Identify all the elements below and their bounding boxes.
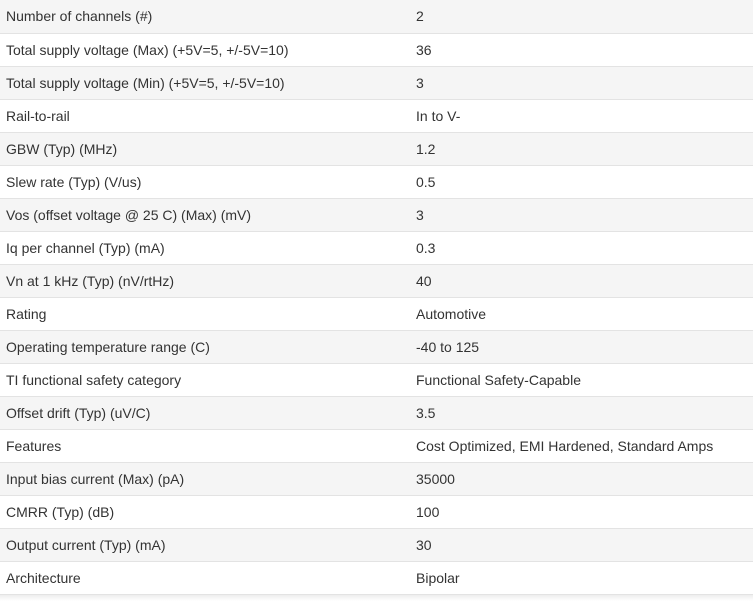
table-row [0, 33, 753, 66]
table-row [0, 0, 753, 33]
table-row [0, 462, 753, 495]
spec-label: Input bias current (Max) (pA) [6, 470, 185, 487]
table-row [0, 99, 753, 132]
spec-value: 100 [416, 503, 440, 520]
spec-value: 1.2 [416, 140, 436, 157]
spec-label: Total supply voltage (Max) (+5V=5, +/-5V=10) [6, 41, 289, 58]
spec-label: Rail-to-rail [6, 107, 70, 124]
spec-label: Vos (offset voltage @ 25 C) (Max) (mV) [6, 206, 252, 223]
spec-label: Features [6, 437, 62, 454]
table-bottom-shadow [0, 595, 753, 601]
spec-value: Automotive [416, 305, 487, 322]
spec-label: GBW (Typ) (MHz) [6, 140, 118, 157]
spec-label: Vn at 1 kHz (Typ) (nV/rtHz) [6, 272, 175, 289]
spec-value: 0.5 [416, 173, 436, 190]
spec-label: Slew rate (Typ) (V/us) [6, 173, 142, 190]
spec-label: Total supply voltage (Min) (+5V=5, +/-5V=10) [6, 74, 285, 91]
spec-label: Architecture [6, 569, 81, 586]
table-row [0, 165, 753, 198]
spec-value: 36 [416, 41, 432, 58]
table-row [0, 198, 753, 231]
spec-value: Functional Safety-Capable [416, 371, 581, 388]
spec-label: CMRR (Typ) (dB) [6, 503, 115, 520]
table-row [0, 396, 753, 429]
spec-value: 3.5 [416, 404, 436, 421]
table-row [0, 363, 753, 396]
spec-value: In to V- [416, 107, 461, 124]
spec-label: Output current (Typ) (mA) [6, 536, 166, 553]
spec-value: Bipolar [416, 569, 460, 586]
spec-value: 3 [416, 206, 424, 223]
table-row [0, 132, 753, 165]
spec-value: 0.3 [416, 239, 436, 256]
spec-value: 35000 [416, 470, 455, 487]
spec-value: 30 [416, 536, 432, 553]
spec-value: 2 [416, 8, 424, 25]
spec-label: Offset drift (Typ) (uV/C) [6, 404, 151, 421]
table-row [0, 231, 753, 264]
table-row [0, 297, 753, 330]
spec-label: TI functional safety category [6, 371, 182, 388]
spec-value: Cost Optimized, EMI Hardened, Standard Amps [416, 437, 714, 454]
table-row [0, 264, 753, 297]
table-row [0, 429, 753, 462]
table-row [0, 561, 753, 594]
table-row [0, 495, 753, 528]
spec-label: Iq per channel (Typ) (mA) [6, 239, 165, 256]
table-row [0, 66, 753, 99]
spec-value: 40 [416, 272, 432, 289]
table-row [0, 528, 753, 561]
spec-label: Operating temperature range (C) [6, 338, 210, 355]
table-row [0, 330, 753, 363]
spec-label: Rating [6, 305, 47, 322]
spec-value: -40 to 125 [416, 338, 480, 355]
spec-value: 3 [416, 74, 424, 91]
spec-label: Number of channels (#) [6, 8, 153, 25]
